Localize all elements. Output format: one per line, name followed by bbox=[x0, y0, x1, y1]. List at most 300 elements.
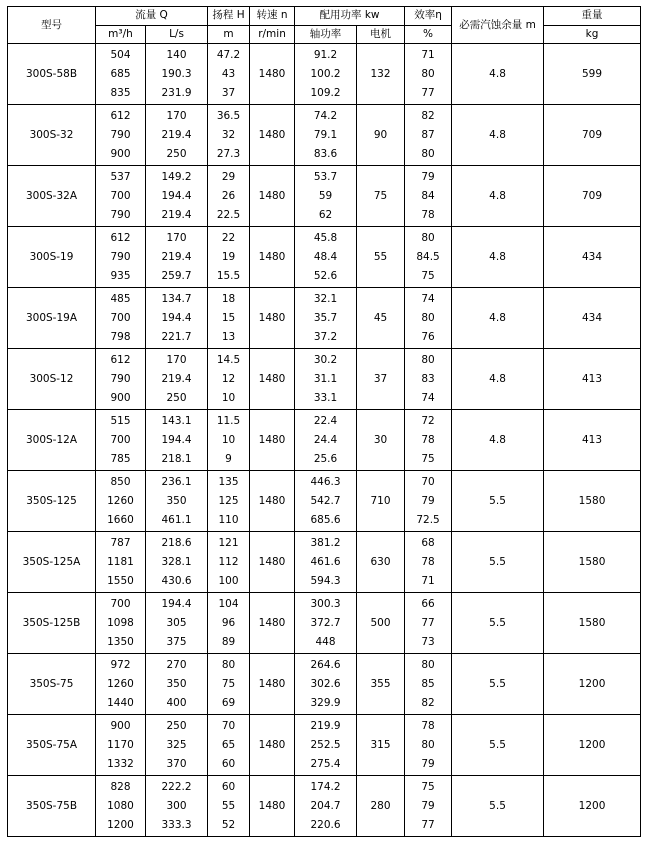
cell-flow-m3h-value: 790 bbox=[110, 372, 131, 385]
cell-shaft-power bbox=[295, 349, 357, 410]
cell-efficiency-value: 79 bbox=[421, 799, 435, 812]
cell-efficiency-value: 74 bbox=[421, 391, 435, 404]
cell-speed: 1480 bbox=[250, 593, 295, 654]
cell-shaft-power-value: 302.6 bbox=[310, 677, 341, 690]
cell-head-value: 11.5 bbox=[216, 414, 241, 427]
cell-efficiency bbox=[405, 288, 452, 349]
header-weight: 重量 bbox=[544, 7, 641, 26]
cell-flow-ls-value: 461.1 bbox=[161, 513, 192, 526]
cell-model: 300S-12A bbox=[8, 410, 96, 471]
cell-head-value: 12 bbox=[221, 372, 236, 385]
cell-flow-ls-value: 140 bbox=[166, 48, 187, 61]
cell-shaft-power-value: 446.3 bbox=[310, 475, 341, 488]
cell-head-value: 15 bbox=[221, 311, 236, 324]
cell-efficiency-value: 79 bbox=[421, 757, 435, 770]
cell-flow-ls-value: 222.2 bbox=[161, 780, 192, 793]
cell-flow-ls-value: 194.4 bbox=[161, 597, 192, 610]
cell-head-value: 55 bbox=[221, 799, 236, 812]
cell-head-value: 52 bbox=[221, 818, 236, 831]
cell-flow-m3h bbox=[96, 410, 146, 471]
cell-flow-m3h-value: 612 bbox=[110, 231, 131, 244]
cell-shaft-power bbox=[295, 227, 357, 288]
cell-flow-ls-value: 350 bbox=[166, 677, 187, 690]
cell-head-value: 112 bbox=[218, 555, 239, 568]
cell-shaft-power-value: 52.6 bbox=[313, 269, 338, 282]
cell-weight: 413 bbox=[544, 410, 641, 471]
cell-efficiency-value: 80 bbox=[421, 311, 435, 324]
cell-flow-ls-value: 221.7 bbox=[161, 330, 192, 343]
cell-flow-m3h-value: 515 bbox=[110, 414, 131, 427]
cell-shaft-power-value: 83.6 bbox=[313, 147, 338, 160]
cell-efficiency-value: 84.5 bbox=[416, 250, 440, 263]
cell-head-value: 36.5 bbox=[216, 109, 241, 122]
cell-flow-m3h-value: 900 bbox=[110, 147, 131, 160]
cell-flow-m3h-value: 1200 bbox=[107, 818, 134, 831]
table-row bbox=[8, 654, 641, 715]
cell-efficiency-value: 83 bbox=[421, 372, 435, 385]
cell-head-value: 37 bbox=[221, 86, 236, 99]
cell-shaft-power-value: 685.6 bbox=[310, 513, 341, 526]
header-flow: 流量 Q bbox=[96, 7, 208, 26]
cell-efficiency-value: 78 bbox=[421, 719, 435, 732]
cell-efficiency-value: 77 bbox=[421, 818, 435, 831]
cell-speed: 1480 bbox=[250, 410, 295, 471]
cell-npsh: 4.8 bbox=[452, 166, 544, 227]
cell-flow-ls-value: 218.6 bbox=[161, 536, 192, 549]
cell-efficiency-value: 75 bbox=[421, 780, 435, 793]
header-row-2 bbox=[8, 25, 641, 44]
cell-efficiency-value: 80 bbox=[421, 67, 435, 80]
cell-efficiency-value: 78 bbox=[421, 433, 435, 446]
cell-head bbox=[208, 166, 250, 227]
cell-flow-m3h-value: 900 bbox=[110, 719, 131, 732]
cell-flow-ls-value: 250 bbox=[166, 147, 187, 160]
cell-shaft-power-value: 275.4 bbox=[310, 757, 341, 770]
header-flow-unit-m3h: m³/h bbox=[96, 25, 146, 44]
cell-flow-m3h-value: 1260 bbox=[107, 494, 134, 507]
cell-motor: 75 bbox=[357, 166, 405, 227]
cell-flow-ls-value: 149.2 bbox=[161, 170, 192, 183]
cell-efficiency-value: 71 bbox=[421, 48, 435, 61]
cell-efficiency-value: 72 bbox=[421, 414, 435, 427]
cell-flow-ls-value: 328.1 bbox=[161, 555, 192, 568]
cell-flow-m3h-value: 1440 bbox=[107, 696, 134, 709]
cell-weight: 599 bbox=[544, 44, 641, 105]
cell-npsh: 5.5 bbox=[452, 471, 544, 532]
cell-speed: 1480 bbox=[250, 227, 295, 288]
cell-efficiency-value: 82 bbox=[421, 696, 435, 709]
cell-weight: 1580 bbox=[544, 593, 641, 654]
cell-flow-ls bbox=[146, 105, 208, 166]
table-row bbox=[8, 593, 641, 654]
cell-efficiency bbox=[405, 166, 452, 227]
cell-efficiency-value: 75 bbox=[421, 452, 435, 465]
cell-flow-m3h-value: 798 bbox=[110, 330, 131, 343]
cell-flow-ls bbox=[146, 654, 208, 715]
cell-model: 350S-125A bbox=[8, 532, 96, 593]
cell-head-value: 32 bbox=[221, 128, 236, 141]
cell-flow-ls-value: 270 bbox=[166, 658, 187, 671]
cell-flow-m3h-value: 504 bbox=[110, 48, 131, 61]
cell-flow-ls-value: 300 bbox=[166, 799, 187, 812]
cell-flow-m3h-value: 537 bbox=[110, 170, 131, 183]
cell-npsh: 4.8 bbox=[452, 288, 544, 349]
cell-head bbox=[208, 410, 250, 471]
cell-weight: 709 bbox=[544, 105, 641, 166]
cell-flow-m3h bbox=[96, 715, 146, 776]
cell-flow-ls bbox=[146, 410, 208, 471]
cell-flow-ls-value: 218.1 bbox=[161, 452, 192, 465]
cell-flow-m3h-value: 700 bbox=[110, 311, 131, 324]
cell-flow-m3h-value: 1660 bbox=[107, 513, 134, 526]
cell-efficiency-value: 75 bbox=[421, 269, 435, 282]
cell-flow-m3h-value: 1260 bbox=[107, 677, 134, 690]
cell-flow-ls-value: 305 bbox=[166, 616, 187, 629]
cell-head bbox=[208, 654, 250, 715]
cell-head-value: 27.3 bbox=[216, 147, 241, 160]
cell-flow-ls-value: 219.4 bbox=[161, 372, 192, 385]
cell-head-value: 19 bbox=[221, 250, 236, 263]
cell-model: 350S-125 bbox=[8, 471, 96, 532]
cell-flow-ls-value: 194.4 bbox=[161, 311, 192, 324]
header-efficiency-unit: % bbox=[405, 25, 452, 44]
cell-shaft-power-value: 35.7 bbox=[313, 311, 338, 324]
cell-head-value: 47.2 bbox=[216, 48, 241, 61]
cell-head-value: 135 bbox=[218, 475, 239, 488]
cell-head bbox=[208, 593, 250, 654]
cell-efficiency-value: 73 bbox=[421, 635, 435, 648]
cell-shaft-power-value: 22.4 bbox=[313, 414, 338, 427]
table-row bbox=[8, 532, 641, 593]
cell-shaft-power bbox=[295, 288, 357, 349]
header-shaft-power: 轴功率 bbox=[295, 25, 357, 44]
cell-flow-m3h-value: 972 bbox=[110, 658, 131, 671]
cell-head-value: 121 bbox=[218, 536, 239, 549]
cell-flow-ls-value: 170 bbox=[166, 353, 187, 366]
cell-head-value: 110 bbox=[218, 513, 239, 526]
cell-flow-ls bbox=[146, 776, 208, 837]
header-power: 配用功率 kw bbox=[295, 7, 405, 26]
cell-flow-m3h-value: 1098 bbox=[107, 616, 134, 629]
cell-model: 350S-125B bbox=[8, 593, 96, 654]
cell-shaft-power-value: 62 bbox=[318, 208, 333, 221]
cell-shaft-power-value: 74.2 bbox=[313, 109, 338, 122]
cell-efficiency-value: 77 bbox=[421, 86, 435, 99]
cell-speed: 1480 bbox=[250, 532, 295, 593]
cell-weight: 709 bbox=[544, 166, 641, 227]
cell-shaft-power-value: 30.2 bbox=[313, 353, 338, 366]
cell-head-value: 69 bbox=[221, 696, 236, 709]
cell-efficiency-value: 87 bbox=[421, 128, 435, 141]
cell-efficiency-value: 80 bbox=[421, 147, 435, 160]
cell-model: 300S-12 bbox=[8, 349, 96, 410]
cell-shaft-power bbox=[295, 105, 357, 166]
cell-head-value: 60 bbox=[221, 780, 236, 793]
cell-motor: 30 bbox=[357, 410, 405, 471]
cell-head-value: 80 bbox=[221, 658, 236, 671]
cell-shaft-power-value: 25.6 bbox=[313, 452, 338, 465]
cell-shaft-power-value: 264.6 bbox=[310, 658, 341, 671]
cell-flow-m3h-value: 835 bbox=[110, 86, 131, 99]
cell-flow-m3h-value: 700 bbox=[110, 433, 131, 446]
cell-motor: 710 bbox=[357, 471, 405, 532]
cell-speed: 1480 bbox=[250, 105, 295, 166]
cell-model: 300S-32A bbox=[8, 166, 96, 227]
cell-head bbox=[208, 715, 250, 776]
cell-head bbox=[208, 471, 250, 532]
table-row bbox=[8, 410, 641, 471]
cell-efficiency bbox=[405, 532, 452, 593]
cell-motor: 630 bbox=[357, 532, 405, 593]
cell-head-value: 43 bbox=[221, 67, 236, 80]
cell-efficiency-value: 80 bbox=[421, 738, 435, 751]
cell-npsh: 5.5 bbox=[452, 776, 544, 837]
cell-efficiency-value: 66 bbox=[421, 597, 435, 610]
cell-flow-m3h bbox=[96, 105, 146, 166]
cell-shaft-power bbox=[295, 410, 357, 471]
cell-flow-m3h-value: 785 bbox=[110, 452, 131, 465]
cell-head-value: 22 bbox=[221, 231, 236, 244]
cell-shaft-power-value: 252.5 bbox=[310, 738, 341, 751]
header-speed-unit: r/min bbox=[250, 25, 295, 44]
cell-flow-ls-value: 325 bbox=[166, 738, 187, 751]
header-row-1 bbox=[8, 7, 641, 26]
pump-spec-table bbox=[7, 6, 641, 837]
cell-shaft-power-value: 100.2 bbox=[310, 67, 341, 80]
cell-efficiency bbox=[405, 715, 452, 776]
cell-flow-ls bbox=[146, 288, 208, 349]
cell-efficiency-value: 70 bbox=[421, 475, 435, 488]
cell-motor: 500 bbox=[357, 593, 405, 654]
cell-shaft-power-value: 594.3 bbox=[310, 574, 341, 587]
cell-flow-ls-value: 219.4 bbox=[161, 128, 192, 141]
cell-motor: 355 bbox=[357, 654, 405, 715]
header-speed: 转速 n bbox=[250, 7, 295, 26]
cell-speed: 1480 bbox=[250, 44, 295, 105]
cell-efficiency-value: 68 bbox=[421, 536, 435, 549]
cell-efficiency bbox=[405, 593, 452, 654]
cell-head bbox=[208, 227, 250, 288]
cell-speed: 1480 bbox=[250, 349, 295, 410]
cell-model: 300S-19 bbox=[8, 227, 96, 288]
cell-efficiency-value: 84 bbox=[421, 189, 435, 202]
cell-efficiency bbox=[405, 349, 452, 410]
cell-flow-ls bbox=[146, 532, 208, 593]
cell-flow-m3h-value: 1332 bbox=[107, 757, 134, 770]
header-head-unit: m bbox=[208, 25, 250, 44]
cell-efficiency-value: 82 bbox=[421, 109, 435, 122]
cell-efficiency-value: 85 bbox=[421, 677, 435, 690]
cell-efficiency bbox=[405, 44, 452, 105]
cell-npsh: 4.8 bbox=[452, 105, 544, 166]
cell-flow-ls-value: 430.6 bbox=[161, 574, 192, 587]
cell-head-value: 70 bbox=[221, 719, 236, 732]
cell-efficiency bbox=[405, 776, 452, 837]
cell-flow-m3h bbox=[96, 776, 146, 837]
cell-head-value: 26 bbox=[221, 189, 236, 202]
cell-shaft-power-value: 37.2 bbox=[313, 330, 338, 343]
cell-motor: 37 bbox=[357, 349, 405, 410]
cell-head-value: 10 bbox=[221, 391, 236, 404]
cell-flow-m3h-value: 612 bbox=[110, 353, 131, 366]
table-row bbox=[8, 349, 641, 410]
cell-flow-m3h bbox=[96, 532, 146, 593]
cell-weight: 413 bbox=[544, 349, 641, 410]
cell-efficiency-value: 72.5 bbox=[416, 513, 440, 526]
cell-flow-ls-value: 400 bbox=[166, 696, 187, 709]
cell-head bbox=[208, 105, 250, 166]
cell-shaft-power-value: 48.4 bbox=[313, 250, 338, 263]
cell-flow-ls-value: 194.4 bbox=[161, 189, 192, 202]
cell-flow-m3h-value: 485 bbox=[110, 292, 131, 305]
header-head: 扬程 H bbox=[208, 7, 250, 26]
cell-efficiency-value: 78 bbox=[421, 208, 435, 221]
cell-shaft-power-value: 219.9 bbox=[310, 719, 341, 732]
cell-flow-ls-value: 170 bbox=[166, 231, 187, 244]
header-npsh: 必需汽蚀余量 m bbox=[452, 7, 544, 44]
cell-flow-ls-value: 134.7 bbox=[161, 292, 192, 305]
cell-flow-ls-value: 375 bbox=[166, 635, 187, 648]
cell-flow-m3h-value: 900 bbox=[110, 391, 131, 404]
cell-head bbox=[208, 532, 250, 593]
cell-head-value: 96 bbox=[221, 616, 236, 629]
cell-flow-m3h-value: 700 bbox=[110, 189, 131, 202]
cell-efficiency bbox=[405, 410, 452, 471]
cell-shaft-power-value: 174.2 bbox=[310, 780, 341, 793]
cell-flow-ls-value: 259.7 bbox=[161, 269, 192, 282]
cell-shaft-power-value: 300.3 bbox=[310, 597, 341, 610]
cell-npsh: 4.8 bbox=[452, 44, 544, 105]
cell-shaft-power-value: 53.7 bbox=[313, 170, 338, 183]
cell-motor: 45 bbox=[357, 288, 405, 349]
cell-flow-m3h bbox=[96, 471, 146, 532]
cell-shaft-power-value: 204.7 bbox=[310, 799, 341, 812]
cell-motor: 90 bbox=[357, 105, 405, 166]
cell-motor: 315 bbox=[357, 715, 405, 776]
cell-flow-m3h-value: 700 bbox=[110, 597, 131, 610]
cell-flow-m3h bbox=[96, 44, 146, 105]
cell-flow-m3h-value: 790 bbox=[110, 128, 131, 141]
cell-head-value: 65 bbox=[221, 738, 236, 751]
cell-flow-ls bbox=[146, 715, 208, 776]
cell-efficiency-value: 71 bbox=[421, 574, 435, 587]
cell-shaft-power bbox=[295, 654, 357, 715]
cell-shaft-power-value: 31.1 bbox=[313, 372, 338, 385]
cell-shaft-power-value: 220.6 bbox=[310, 818, 341, 831]
table-row bbox=[8, 715, 641, 776]
table-row bbox=[8, 471, 641, 532]
cell-flow-ls bbox=[146, 593, 208, 654]
cell-flow-ls bbox=[146, 44, 208, 105]
cell-shaft-power-value: 329.9 bbox=[310, 696, 341, 709]
cell-shaft-power-value: 59 bbox=[318, 189, 333, 202]
cell-shaft-power bbox=[295, 776, 357, 837]
cell-flow-m3h-value: 612 bbox=[110, 109, 131, 122]
cell-model: 350S-75B bbox=[8, 776, 96, 837]
cell-shaft-power-value: 33.1 bbox=[313, 391, 338, 404]
cell-flow-ls-value: 170 bbox=[166, 109, 187, 122]
cell-flow-m3h bbox=[96, 593, 146, 654]
cell-weight: 1580 bbox=[544, 532, 641, 593]
cell-flow-ls bbox=[146, 349, 208, 410]
cell-flow-ls-value: 236.1 bbox=[161, 475, 192, 488]
cell-npsh: 4.8 bbox=[452, 410, 544, 471]
cell-efficiency bbox=[405, 227, 452, 288]
cell-flow-m3h bbox=[96, 288, 146, 349]
cell-head-value: 100 bbox=[218, 574, 239, 587]
cell-flow-m3h-value: 1080 bbox=[107, 799, 134, 812]
cell-efficiency bbox=[405, 105, 452, 166]
cell-speed: 1480 bbox=[250, 776, 295, 837]
cell-flow-ls-value: 190.3 bbox=[161, 67, 192, 80]
cell-efficiency-value: 79 bbox=[421, 170, 435, 183]
cell-flow-ls-value: 350 bbox=[166, 494, 187, 507]
cell-speed: 1480 bbox=[250, 715, 295, 776]
cell-head-value: 104 bbox=[218, 597, 239, 610]
cell-flow-m3h-value: 787 bbox=[110, 536, 131, 549]
cell-weight: 1200 bbox=[544, 654, 641, 715]
cell-weight: 1200 bbox=[544, 776, 641, 837]
table-row bbox=[8, 105, 641, 166]
cell-shaft-power bbox=[295, 593, 357, 654]
table-body bbox=[8, 44, 641, 837]
cell-efficiency-value: 80 bbox=[421, 231, 435, 244]
cell-flow-m3h bbox=[96, 349, 146, 410]
cell-npsh: 5.5 bbox=[452, 654, 544, 715]
header-motor: 电机 bbox=[357, 25, 405, 44]
cell-shaft-power bbox=[295, 44, 357, 105]
cell-head-value: 10 bbox=[221, 433, 236, 446]
cell-flow-m3h bbox=[96, 227, 146, 288]
cell-flow-ls-value: 194.4 bbox=[161, 433, 192, 446]
cell-head-value: 29 bbox=[221, 170, 236, 183]
cell-head-value: 14.5 bbox=[216, 353, 241, 366]
cell-efficiency-value: 80 bbox=[421, 353, 435, 366]
cell-shaft-power-value: 32.1 bbox=[313, 292, 338, 305]
cell-head-value: 13 bbox=[221, 330, 236, 343]
cell-flow-m3h-value: 1170 bbox=[107, 738, 134, 751]
cell-shaft-power bbox=[295, 166, 357, 227]
header-flow-unit-ls: L/s bbox=[146, 25, 208, 44]
cell-weight: 434 bbox=[544, 227, 641, 288]
cell-shaft-power bbox=[295, 471, 357, 532]
cell-efficiency-value: 76 bbox=[421, 330, 435, 343]
cell-head bbox=[208, 44, 250, 105]
cell-flow-m3h bbox=[96, 654, 146, 715]
cell-efficiency-value: 74 bbox=[421, 292, 435, 305]
cell-flow-ls-value: 219.4 bbox=[161, 208, 192, 221]
table-row bbox=[8, 288, 641, 349]
cell-speed: 1480 bbox=[250, 288, 295, 349]
table-row bbox=[8, 44, 641, 105]
cell-shaft-power-value: 45.8 bbox=[313, 231, 338, 244]
cell-flow-m3h-value: 850 bbox=[110, 475, 131, 488]
cell-flow-m3h-value: 828 bbox=[110, 780, 131, 793]
cell-shaft-power bbox=[295, 715, 357, 776]
cell-model: 300S-19A bbox=[8, 288, 96, 349]
cell-shaft-power-value: 381.2 bbox=[310, 536, 341, 549]
cell-flow-ls-value: 143.1 bbox=[161, 414, 192, 427]
pump-spec-table-container bbox=[7, 6, 640, 837]
cell-efficiency bbox=[405, 471, 452, 532]
cell-flow-m3h-value: 790 bbox=[110, 208, 131, 221]
cell-shaft-power-value: 79.1 bbox=[313, 128, 338, 141]
cell-efficiency bbox=[405, 654, 452, 715]
header-model: 型号 bbox=[8, 7, 96, 44]
cell-shaft-power-value: 91.2 bbox=[313, 48, 338, 61]
cell-shaft-power-value: 448 bbox=[315, 635, 336, 648]
cell-flow-ls-value: 250 bbox=[166, 391, 187, 404]
